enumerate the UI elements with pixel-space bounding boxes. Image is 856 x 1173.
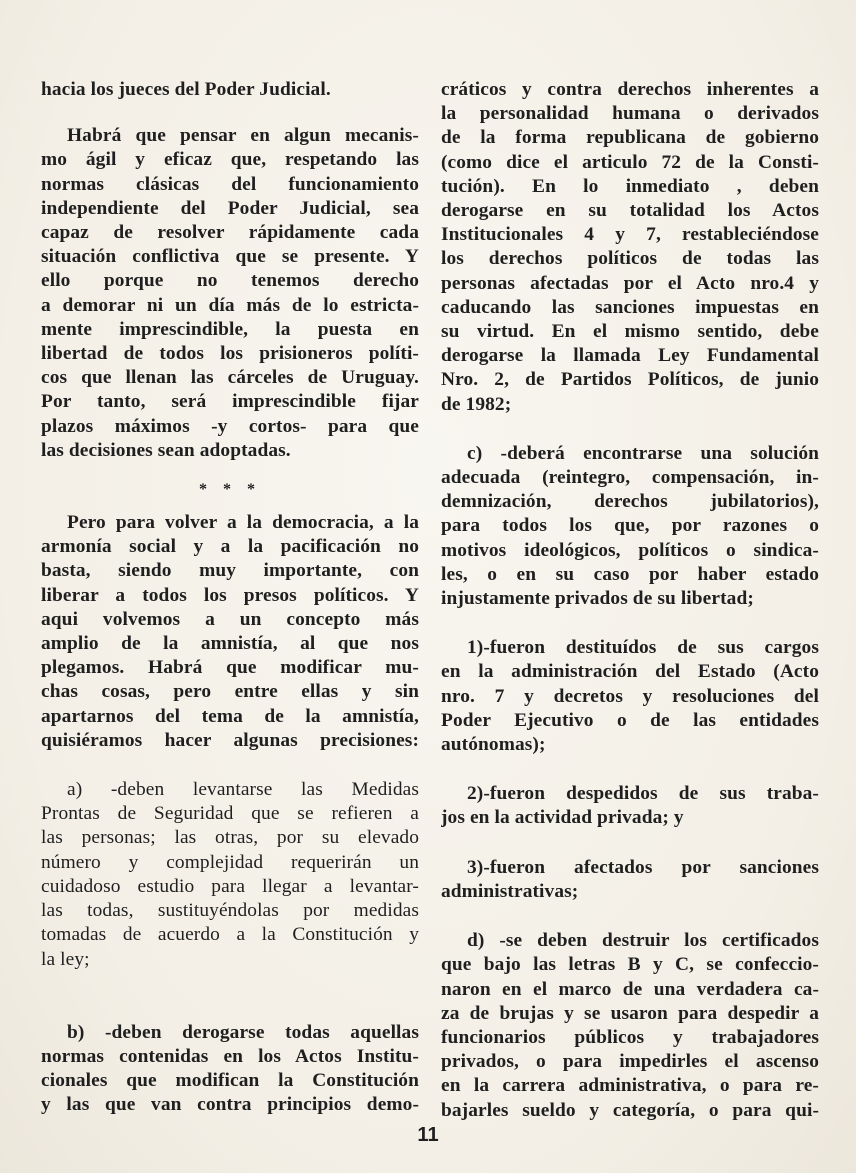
text-line: Pero para volver a la democracia, a la — [67, 512, 419, 534]
text-line: armonía social y a la pacificación no — [41, 536, 419, 558]
text-line: de la forma republicana de gobierno — [441, 127, 819, 149]
text-line: chas cosas, pero entre ellas y sin — [41, 681, 419, 703]
text-line: mente imprescindible, la puesta en — [41, 318, 419, 340]
text-line: número y complejidad requerirán un — [41, 851, 419, 873]
text-line: derogarse la llamada Ley Fundamental — [441, 345, 819, 367]
paragraph-right-4 — [441, 782, 819, 830]
text-line: funcionarios públicos y trabajadores — [441, 1026, 819, 1048]
text-line: tución). En lo inmediato , deben — [441, 175, 819, 197]
text-line: su virtud. En el mismo sentido, debe — [441, 321, 819, 343]
text-line: capaz de resolver rápidamente cada — [41, 222, 419, 244]
page-number: 11 — [417, 1124, 439, 1146]
text-line: aqui volvemos a un concepto más — [41, 608, 419, 630]
text-line: (como dice el articulo 72 de la Consti- — [441, 151, 819, 173]
text-line: Poder Ejecutivo o de las entidades — [441, 709, 819, 731]
text-line: liberar a todos los presos políticos. Y — [41, 584, 419, 606]
text-line: amplio de la amnistía, al que nos — [41, 633, 419, 655]
text-line: injustamente privados de su libertad; — [441, 588, 754, 610]
text-line: caducando las sanciones impuestas en — [441, 296, 819, 318]
text-line: 1)-fueron destituídos de sus cargos — [467, 637, 819, 659]
text-line: Institucionales 4 y 7, restableciéndose — [441, 224, 819, 246]
text-line: hacia los jueces del Poder Judicial. — [41, 79, 331, 100]
text-line: autónomas); — [441, 734, 546, 756]
text-line: para todos los que, por razones o — [441, 515, 819, 537]
paragraph-right-5 — [441, 856, 819, 904]
text-line: las todas, sustituyéndolas por medidas — [41, 900, 419, 922]
text-line: Por tanto, será imprescindible fijar — [41, 391, 419, 413]
text-line: libertad de todos los prisioneros políti- — [41, 343, 419, 365]
text-line: las decisiones sean adoptadas. — [41, 439, 291, 461]
text-line: jos en la actividad privada; y — [441, 807, 684, 829]
text-line: Habrá que pensar en algun mecanis- — [67, 125, 419, 147]
text-line: basta, siendo muy importante, con — [41, 560, 419, 582]
text-line: a demorar ni un día más de lo estricta- — [41, 294, 419, 316]
text-line: d) -se deben destruir los certificados — [467, 930, 819, 952]
text-line: derogarse en su totalidad los Actos — [441, 200, 819, 222]
text-line: quisiéramos hacer algunas precisiones: — [41, 729, 419, 751]
text-line: nro. 7 y decretos y resoluciones del — [441, 685, 819, 707]
text-line: en la administración del Estado (Acto — [441, 661, 819, 683]
text-line: cráticos y contra derechos inherentes a — [441, 79, 819, 100]
text-line: apartarnos del tema de la amnistía, — [41, 705, 419, 727]
text-line: bajarles sueldo y categoría, o para qui- — [441, 1099, 819, 1121]
text-line: plegamos. Habrá que modificar mu- — [41, 657, 419, 679]
paragraph-left-3 — [41, 511, 419, 753]
left-column — [41, 78, 419, 1118]
text-line: normas clásicas del funcionamiento — [41, 173, 419, 195]
text-line: 3)-fueron afectados por sanciones — [467, 856, 819, 878]
text-line: los derechos políticos de todas las — [441, 248, 819, 270]
text-line: privados, o para impedirles el ascenso — [441, 1051, 819, 1073]
paragraph-right-1 — [441, 78, 819, 417]
text-line: y las que van contra principios demo- — [41, 1094, 419, 1116]
paragraph-right-6 — [441, 929, 819, 1123]
text-line: adecuada (reintegro, compensación, in- — [441, 467, 819, 489]
text-line: ello porque no tenemos derecho — [41, 270, 419, 292]
text-line: mo ágil y eficaz que, respetando las — [41, 149, 419, 171]
text-line: la ley; — [41, 948, 90, 970]
text-line: que bajo las letras B y C, se confeccio- — [441, 954, 819, 976]
text-line: la personalidad humana o derivados — [441, 103, 819, 125]
text-line: c) -deberá encontrarse una solución — [467, 442, 819, 464]
text-line: cionales que modifican la Constitución — [41, 1070, 419, 1092]
text-line: de 1982; — [441, 393, 512, 415]
text-line: Nro. 2, de Partidos Políticos, de junio — [441, 369, 819, 391]
text-line: situación conflictiva que se presente. Y — [41, 246, 419, 268]
text-line: Prontas de Seguridad que se refieren a — [41, 803, 419, 825]
text-line: cuidadoso estudio para llegar a levantar- — [41, 875, 419, 897]
paragraph-right-3 — [441, 636, 819, 757]
text-line: personas afectadas por el Acto nro.4 y — [441, 272, 819, 294]
paragraph-left-2 — [41, 124, 419, 463]
text-line: 2)-fueron despedidos de sus traba- — [467, 783, 819, 805]
paragraph-left-4 — [41, 778, 419, 972]
paragraph-left-1 — [41, 78, 419, 102]
text-line: plazos máximos -y cortos- para que — [41, 415, 419, 437]
text-line: a) -deben levantarse las Medidas — [67, 779, 419, 801]
text-line: las personas; las otras, por su elevado — [41, 827, 419, 849]
text-line: independiente del Poder Judicial, sea — [41, 197, 419, 219]
text-line: tomadas de acuerdo a la Constitución y — [41, 924, 419, 946]
text-line: administrativas; — [441, 880, 579, 902]
text-line: naron en el marco de una verdadera ca- — [441, 978, 819, 1000]
text-line: b) -deben derogarse todas aquellas — [67, 1021, 419, 1043]
text-line: za de brujas y se usaron para despedir a — [441, 1002, 819, 1024]
section-separator: * * * — [199, 481, 261, 499]
text-line: cos que llenan las cárceles de Uruguay. — [41, 367, 419, 389]
text-line: motivos ideológicos, políticos o sindica- — [441, 539, 819, 561]
text-line: normas contenidas en los Actos Institu- — [41, 1045, 419, 1067]
text-line: demnización, derechos jubilatorios), — [441, 491, 819, 513]
text-line: en la carrera administrativa, o para re- — [441, 1075, 819, 1097]
paragraph-left-5 — [41, 1021, 419, 1118]
paragraph-right-2 — [441, 442, 819, 611]
text-line: les, o en su caso por haber estado — [441, 563, 819, 585]
right-column — [441, 78, 819, 1123]
